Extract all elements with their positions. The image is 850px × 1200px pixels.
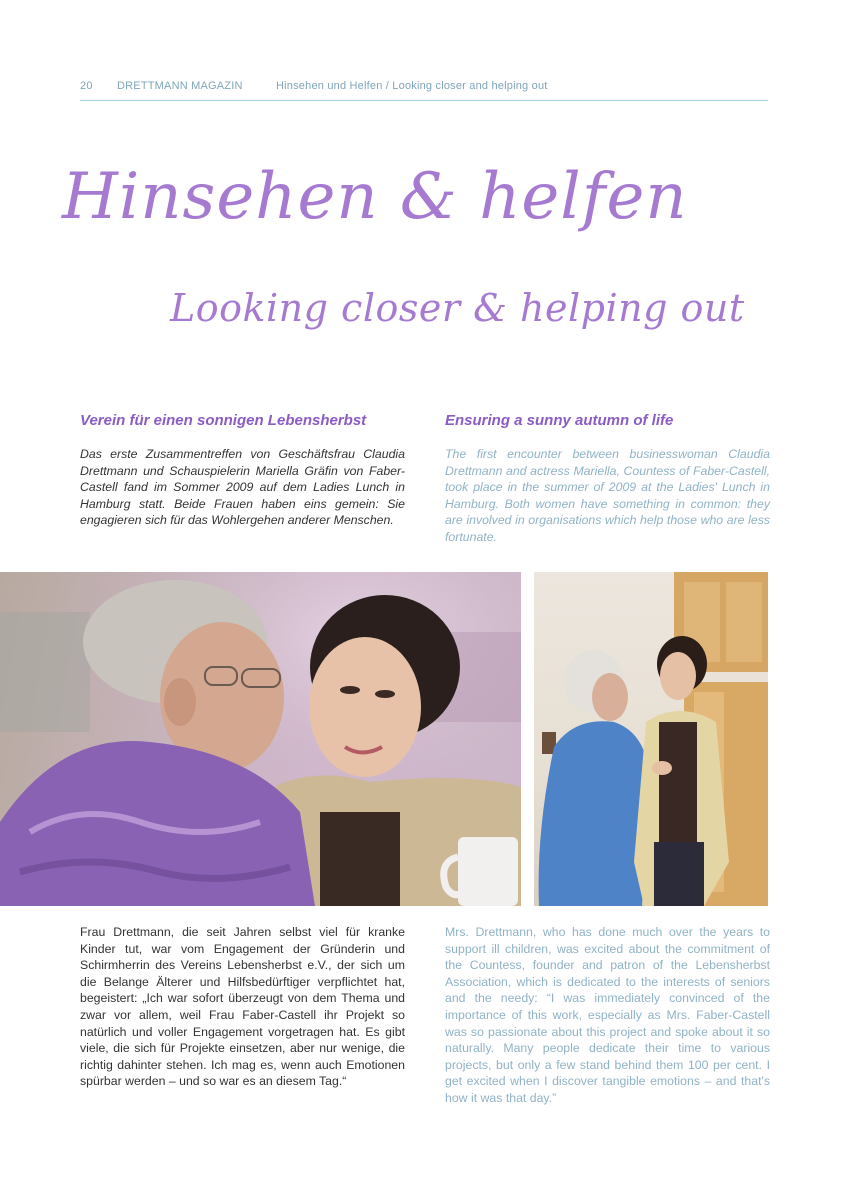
section-title: Hinsehen und Helfen / Looking closer and helping out <box>276 80 548 92</box>
body-english: Mrs. Drettmann, who has done much over the years to support ill children, was excited about the commitment of the Countess, founder and patron of the Lebensherbst Association, which is dedicated to the interests of seniors and the needy: “I was immediately convinced of the importance of this work, especially as Mrs. Faber-Castell was so passionate about this project and spoke about it so naturally. Many people dedicate their time to various projects, but only a few stand behind them 100 per cent. I get excited when I discover tangible emotions – and that's how it was that day.” <box>445 925 770 1105</box>
title-german: Hinsehen & helfen <box>62 160 688 234</box>
intro-german: Das erste Zusammentreffen von Geschäftsfrau Claudia Drettmann und Schauspielerin Mariella Gräfin von Faber-Castell fand im Sommer 2009 auf dem Ladies Lunch in Hamburg statt. Beide Frauen haben eins gemein: Sie engagieren sich für das Wohlergehen anderer Menschen. <box>80 447 405 527</box>
photo-elderly-and-young-woman <box>0 572 521 906</box>
photo-main-illustration <box>0 572 521 906</box>
intro-english: The first encounter between businesswoman Claudia Drettmann and actress Mariella, Countess of Faber-Castell, took place in the summer of 2009 at the Ladies' Lunch in Hamburg. Both women have something in common: they are involved in organisations which help those who are less fortunate. <box>445 447 770 544</box>
page-header <box>80 78 768 101</box>
magazine-name: DRETTMANN MAGAZIN <box>117 80 243 92</box>
subheading-german: Verein für einen sonnigen Lebensherbst <box>80 412 367 429</box>
page-number: 20 <box>80 80 93 92</box>
photo-women-standing <box>534 572 768 906</box>
title-english: Looking closer & helping out <box>170 286 745 330</box>
photo-side-illustration <box>534 572 768 906</box>
body-german: Frau Drettmann, die seit Jahren selbst viel für kranke Kinder tut, war vom Engagement der Gründerin und Schirmherrin des Vereins Lebensherbst e.V., der sich um die Belange Älterer und Hilfsbedürftiger verpflichtet hat, begeistert: „Ich war sofort überzeugt von dem Thema und zwar vor allem, weil Frau Faber-Castell ihr Projekt so natürlich und voller Engagement vorgetragen hat. Es gibt viele, die sich für Projekte einsetzen, aber nur wenige, die richtig dahinter stehen. Ich mag es, wenn auch Emotionen spürbar werden – und so war es an diesem Tag.“ <box>80 925 405 1089</box>
subheading-english: Ensuring a sunny autumn of life <box>445 412 674 429</box>
